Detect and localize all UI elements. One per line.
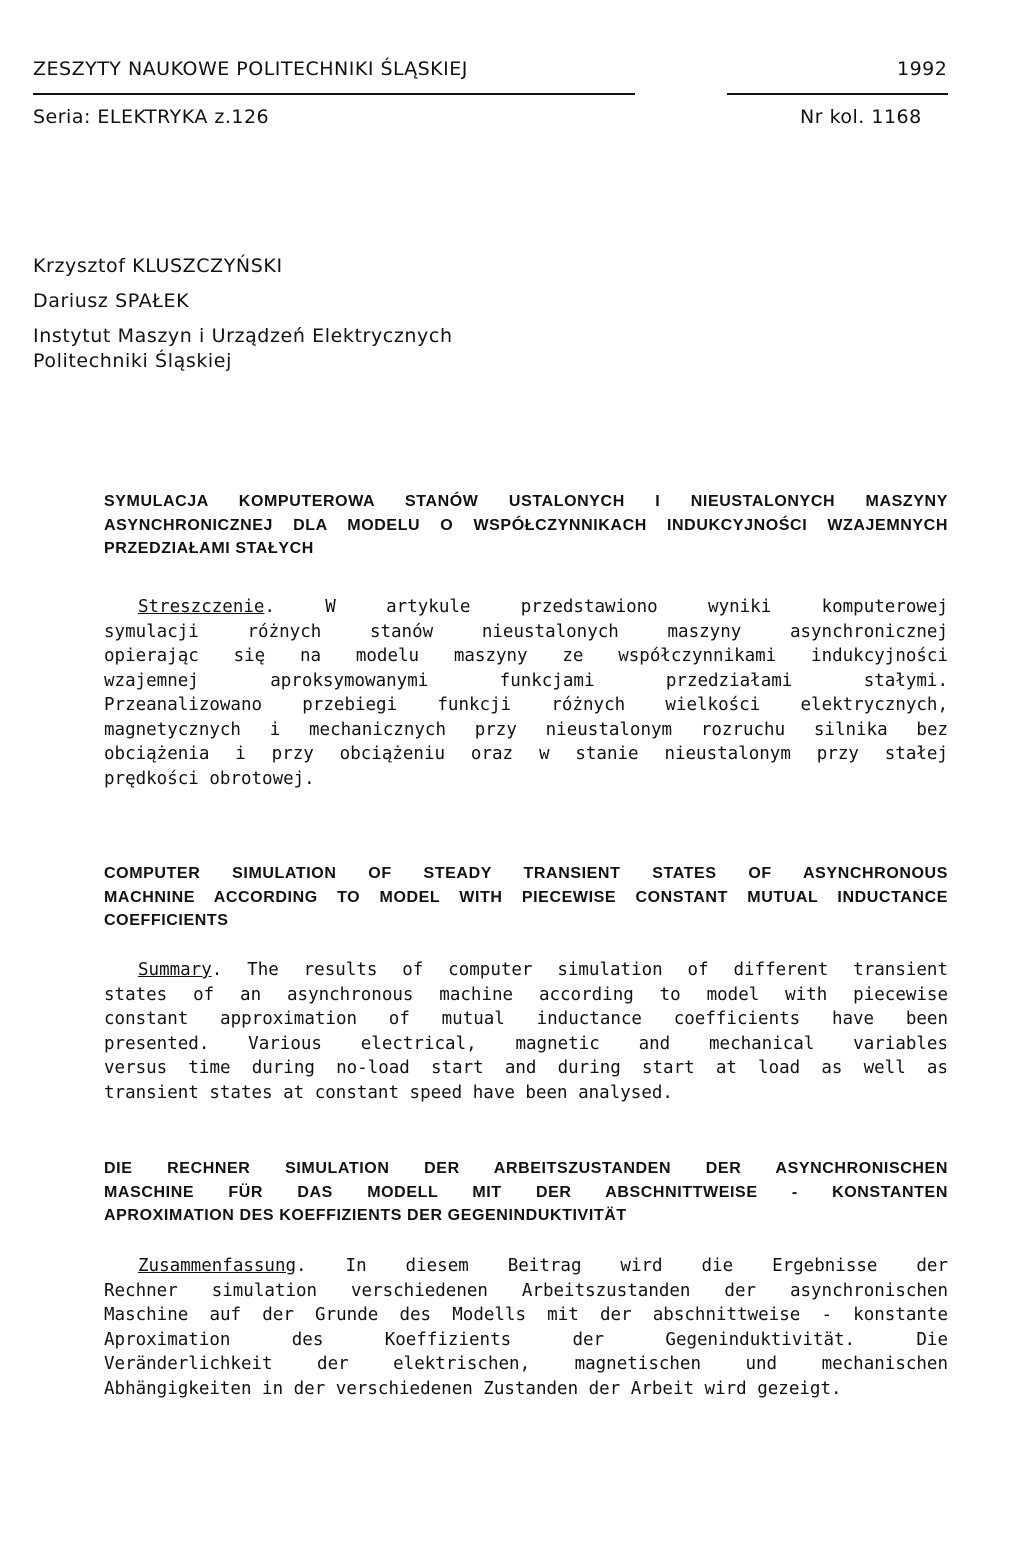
abstract-line: opierając się na modelu maszyny ze współczynnikami indukcyjności: [104, 646, 948, 666]
abstract-line: wzajemnej aproksymowanymi funkcjami przedziałami stałymi.: [104, 670, 948, 691]
abstract-line: Abhängigkeiten in der verschiedenen Zustanden der Arbeit wird gezeigt.: [104, 1378, 842, 1399]
abstract-line: transient states at constant speed have been analysed.: [104, 1082, 673, 1103]
abstract-first-line: [104, 595, 948, 620]
affiliation-line-2: Politechniki Śląskiej: [33, 350, 232, 372]
journal-year: 1992: [897, 58, 948, 80]
abstract-line: states of an asynchronous machine according to model with piecewise: [104, 984, 948, 1005]
polish-title-line: SYMULACJA KOMPUTEROWA STANÓW USTALONYCH I NIEUSTALONYCH MASZYNY: [104, 493, 948, 510]
abstract-line: presented. Various electrical, magnetic and mechanical variables: [104, 1033, 948, 1054]
abstract-line: Veränderlichkeit der elektrischen, magnetischen und mechanischen: [104, 1354, 948, 1374]
author-1: Krzysztof KLUSZCZYŃSKI: [33, 255, 283, 277]
polish-title-line: ASYNCHRONICZNEJ DLA MODELU O WSPÓŁCZYNNIKACH INDUKCYJNOŚCI WZAJEMNYCH: [104, 516, 948, 534]
german-title-line: APROXIMATION DES KOEFFIZIENTS DER GEGENINDUKTIVITÄT: [104, 1207, 627, 1224]
polish-title-line: PRZEDZIAŁAMI STAŁYCH: [104, 540, 314, 557]
abstract-line: obciążenia i przy obciążeniu oraz w stanie nieustalonym przy stałej: [104, 744, 948, 764]
abstract-line: Rechner simulation verschiedenen Arbeitszustanden der asynchronischen: [104, 1280, 948, 1301]
abstract-line: . The results of computer simulation of different transient: [211, 960, 948, 980]
abstract-line: prędkości obrotowej.: [104, 768, 315, 789]
english-title: [104, 862, 948, 933]
english-abstract-heading: Summary: [138, 960, 212, 980]
polish-abstract: [104, 595, 948, 791]
abstract-line: Przeanalizowano przebiegi funkcji różnych wielkości elektrycznych,: [104, 695, 948, 715]
english-title-line: MACHNINE ACCORDING TO MODEL WITH PIECEWISE CONSTANT MUTUAL INDUCTANCE: [104, 888, 948, 906]
journal-title: ZESZYTY NAUKOWE POLITECHNIKI ŚLĄSKIEJ: [33, 58, 468, 80]
header-rule-right: [727, 93, 948, 95]
german-title: [104, 1157, 948, 1228]
author-2: Dariusz SPAŁEK: [33, 290, 190, 312]
german-title-line: DIE RECHNER SIMULATION DER ARBEITSZUSTANDEN DER ASYNCHRONISCHEN: [104, 1160, 948, 1177]
english-title-line: COEFFICIENTS: [104, 912, 229, 929]
abstract-line: Aproximation des Koeffizients der Gegeninduktivität. Die: [104, 1329, 948, 1350]
series-label: Seria: ELEKTRYKA z.126: [33, 106, 270, 128]
abstract-line: Maschine auf der Grunde des Modells mit der abschnittweise - konstante: [104, 1305, 948, 1325]
abstract-line: symulacji różnych stanów nieustalonych maszyny asynchronicznej: [104, 621, 948, 642]
german-abstract: [104, 1254, 948, 1401]
issue-number: Nr kol. 1168: [800, 106, 922, 128]
abstract-line: versus time during no-load start and during start at load as well as: [104, 1058, 948, 1078]
affiliation-line-1: Instytut Maszyn i Urządzeń Elektrycznych: [33, 325, 453, 347]
abstract-line: constant approximation of mutual inductance coefficients have been: [104, 1009, 948, 1029]
abstract-first-line: [104, 958, 948, 983]
abstract-line: magnetycznych i mechanicznych przy nieustalonym rozruchu silnika bez: [104, 719, 948, 740]
german-abstract-heading: Zusammenfassung: [138, 1256, 297, 1276]
abstract-first-line: [104, 1254, 948, 1279]
header-rule-left: [33, 93, 635, 95]
english-title-line: COMPUTER SIMULATION OF STEADY TRANSIENT STATES OF ASYNCHRONOUS: [104, 865, 948, 882]
abstract-line: . W artykule przedstawiono wyniki komputerowej: [264, 597, 948, 617]
german-title-line: MASCHINE FÜR DAS MODELL MIT DER ABSCHNITTWEISE - KONSTANTEN: [104, 1183, 948, 1201]
abstract-line: . In diesem Beitrag wird die Ergebnisse der: [296, 1256, 948, 1276]
english-abstract: [104, 958, 948, 1105]
polish-title: [104, 490, 948, 561]
polish-abstract-heading: Streszczenie: [138, 597, 265, 617]
